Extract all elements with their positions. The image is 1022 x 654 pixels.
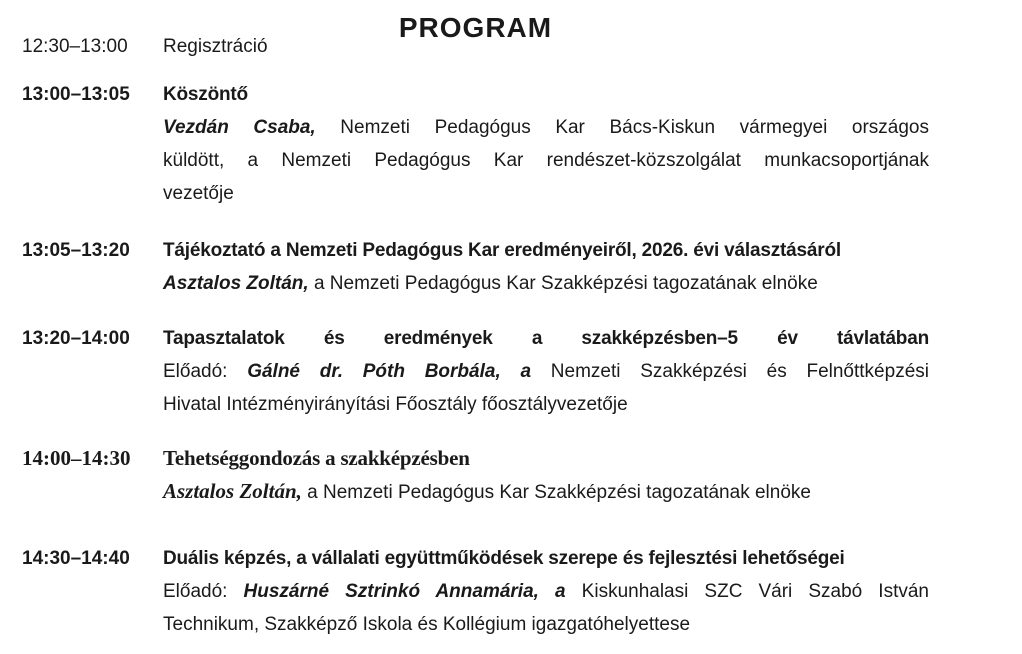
program-row <box>22 322 929 421</box>
time-range: 14:30–14:40 <box>22 548 130 569</box>
description-line <box>163 608 929 641</box>
speaker-label: Előadó: <box>163 361 248 382</box>
description-text: Nemzeti Pedagógus Kar Bács-Kiskun vármegyei országos <box>315 117 929 138</box>
description-line <box>163 267 929 300</box>
speaker-name: Gálné dr. Póth Borbála, a <box>247 361 532 382</box>
speaker-name: Huszárné Sztrinkó Annamária, a <box>243 581 566 602</box>
session-title: Regisztráció <box>163 36 268 57</box>
speaker-name: Asztalos Zoltán, <box>163 273 309 294</box>
time-range: 13:05–13:20 <box>22 240 130 261</box>
description-line <box>163 388 929 421</box>
description-line <box>163 144 929 177</box>
time-range: 13:20–14:00 <box>22 328 130 349</box>
description-text: küldött, a Nemzeti Pedagógus Kar rendészet-közszolgálat munkacsoportjának <box>163 150 929 171</box>
program-document <box>0 12 1022 654</box>
description-line <box>163 355 929 388</box>
document-title: PROGRAM <box>398 12 553 43</box>
program-row <box>22 542 929 641</box>
session-title: Tehetséggondozás a szakképzésben <box>163 446 470 470</box>
description-text: Hivatal Intézményirányítási Főosztály főosztályvezetője <box>163 394 628 415</box>
description-line <box>163 475 929 509</box>
session-title: Köszöntő <box>163 84 248 105</box>
speaker-label: Előadó: <box>163 581 244 602</box>
description-text: a Nemzeti Pedagógus Kar Szakképzési tagozatának elnöke <box>301 482 811 503</box>
session-title: Tapasztalatok és eredmények a szakképzésben–5 év távlatában <box>163 328 929 349</box>
description-text: a Nemzeti Pedagógus Kar Szakképzési tagozatának elnöke <box>308 273 818 294</box>
program-row <box>22 234 929 300</box>
speaker-name: Vezdán Csaba, <box>163 117 316 138</box>
description-line <box>163 111 929 144</box>
description-text: vezetője <box>163 183 234 204</box>
time-range: 12:30–13:00 <box>22 36 128 57</box>
speaker-name: Asztalos Zoltán, <box>163 479 302 503</box>
program-row <box>22 78 929 210</box>
program-row <box>22 442 929 509</box>
description-line <box>163 575 929 608</box>
description-line <box>163 177 929 210</box>
time-range: 13:00–13:05 <box>22 84 130 105</box>
description-text: Kiskunhalasi SZC Vári Szabó István <box>565 581 929 602</box>
session-title: Tájékoztató a Nemzeti Pedagógus Kar eredményeiről, 2026. évi választásáról <box>163 240 841 261</box>
description-text: Nemzeti Szakképzési és Felnőttképzési <box>531 361 929 382</box>
description-text: Technikum, Szakképző Iskola és Kollégium igazgatóhelyettese <box>163 614 691 635</box>
session-title: Duális képzés, a vállalati együttműködések szerepe és fejlesztési lehetőségei <box>163 548 845 569</box>
time-range: 14:00–14:30 <box>22 446 131 470</box>
